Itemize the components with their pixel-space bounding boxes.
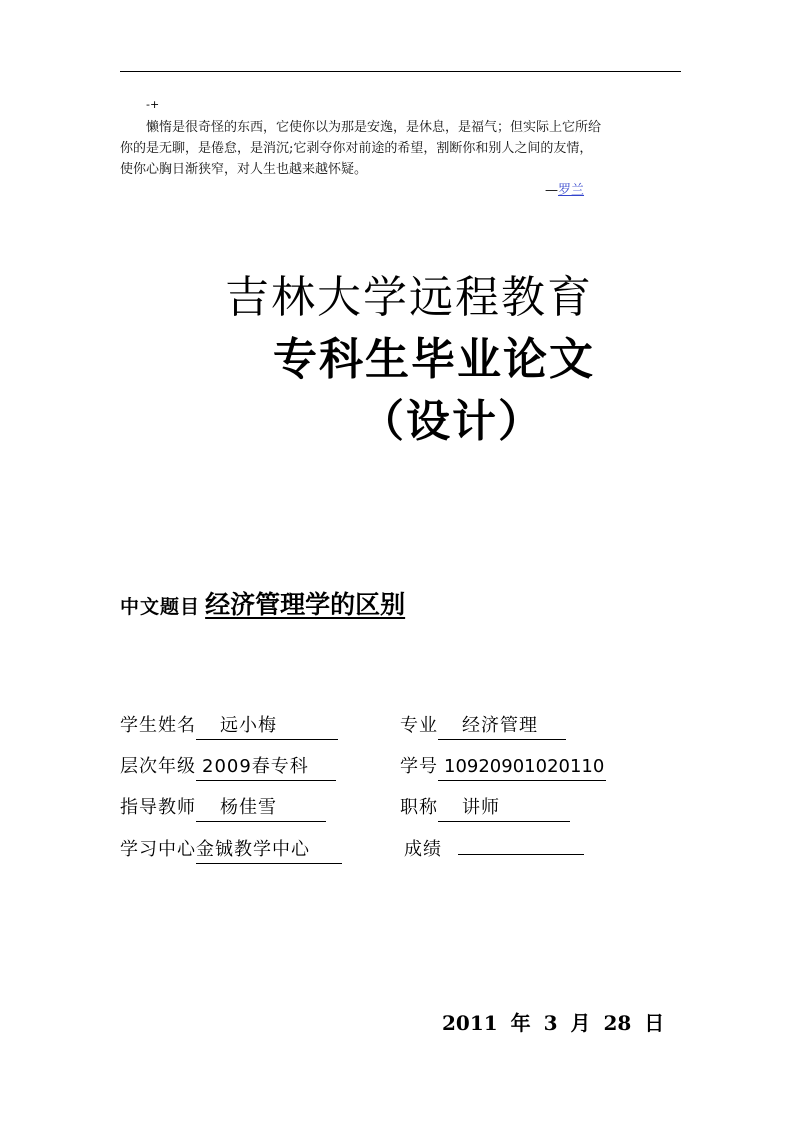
rank-value: 讲师 — [438, 795, 570, 822]
level-value: 2009春专科 — [196, 754, 336, 781]
name-field — [120, 713, 338, 740]
rank-label: 职称 — [400, 797, 438, 818]
id-value: 10920901020110 — [438, 754, 606, 781]
center-label: 学习中心 — [120, 839, 196, 860]
header-quote — [120, 117, 700, 180]
advisor-label: 指导教师 — [120, 797, 196, 818]
title-university: 吉林大学远程教育 — [225, 272, 593, 323]
grade-label: 成绩 — [404, 839, 442, 860]
topic-value: 经济管理学的区别 — [205, 590, 406, 619]
rank-field — [400, 795, 570, 822]
grade-value — [458, 854, 584, 855]
quote-author-link[interactable]: 罗兰 — [558, 183, 585, 198]
advisor-value: 杨佳雪 — [196, 795, 326, 822]
title-thesis: 专科生毕业论文 — [273, 334, 595, 385]
quote-line-3: 使你心胸日渐狭窄，对人生也越来越怀疑。 — [120, 162, 368, 177]
date-day-unit: 日 — [644, 1011, 665, 1035]
title-design: （设计） — [360, 396, 544, 447]
date-day: 28 — [603, 1011, 632, 1035]
quote-dash: — — [545, 183, 558, 198]
submission-date — [442, 1007, 664, 1036]
date-month-unit: 月 — [570, 1011, 591, 1035]
advisor-field — [120, 795, 326, 822]
grade-field — [404, 837, 584, 863]
quote-line-1: 懒惰是很奇怪的东西，它使你以为那是安逸，是休息，是福气；但实际上它所给 — [146, 120, 602, 135]
quote-line-2: 你的是无聊，是倦怠，是消沉;它剥夺你对前途的希望，割断你和别人之间的友情， — [120, 141, 593, 156]
name-label: 学生姓名 — [120, 715, 196, 736]
major-label: 专业 — [400, 715, 438, 736]
major-value: 经济管理 — [438, 713, 566, 740]
date-year: 2011 — [442, 1011, 498, 1035]
level-label: 层次年级 — [120, 756, 196, 777]
header-rule — [120, 71, 681, 72]
major-field — [400, 713, 566, 740]
id-field — [400, 754, 606, 781]
date-month: 3 — [543, 1011, 558, 1035]
date-year-unit: 年 — [510, 1011, 531, 1035]
center-value: 金铖教学中心 — [196, 837, 342, 864]
quote-author — [545, 182, 584, 200]
topic-row — [120, 585, 405, 621]
name-value: 远小梅 — [196, 713, 338, 740]
center-field — [120, 837, 342, 864]
id-label: 学号 — [400, 756, 438, 777]
topic-label: 中文题目 — [120, 596, 201, 618]
header-mark: -+ — [146, 98, 160, 111]
level-field — [120, 754, 336, 781]
